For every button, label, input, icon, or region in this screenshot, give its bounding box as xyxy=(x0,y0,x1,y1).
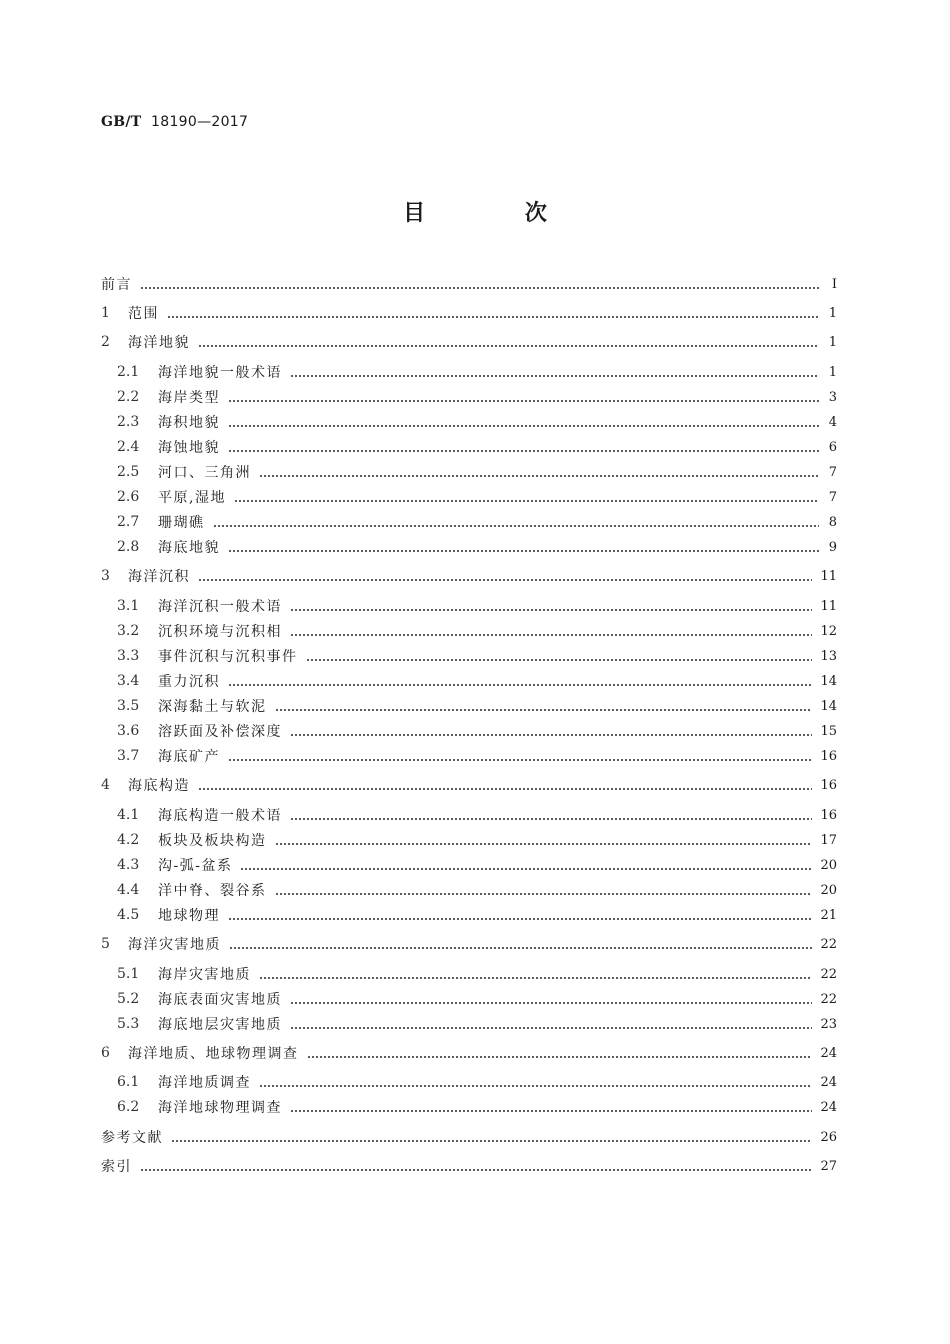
toc-entry-label: 地球物理 xyxy=(158,908,220,924)
toc-entry[interactable] xyxy=(117,745,837,767)
dot-leader xyxy=(290,1110,812,1112)
toc-entry-label: 沟-弧-盆系 xyxy=(158,858,233,874)
dot-leader xyxy=(259,977,812,979)
toc-entry[interactable] xyxy=(117,461,837,483)
toc-entry-page: 24 xyxy=(820,1099,837,1115)
toc-entry-number: 2.6 xyxy=(117,489,140,505)
toc-entry-label: 海洋地球物理调查 xyxy=(158,1100,282,1116)
toc-entry[interactable] xyxy=(101,331,837,353)
toc-entry-label: 海洋灾害地质 xyxy=(128,937,221,953)
toc-entry-label: 海底构造一般术语 xyxy=(158,808,282,824)
toc-entry-number: 2.7 xyxy=(117,514,140,530)
toc-entry[interactable] xyxy=(117,829,837,851)
toc-entry-label: 板块及板块构造 xyxy=(158,833,267,849)
toc-entry-label: 参考文献 xyxy=(101,1130,163,1146)
toc-entry[interactable] xyxy=(117,1013,837,1035)
toc-entry-number: 4.5 xyxy=(117,907,140,923)
toc-entry-number: 5.2 xyxy=(117,991,140,1007)
toc-entry-number: 2.3 xyxy=(117,414,140,430)
dot-leader xyxy=(228,425,819,427)
toc-entry[interactable] xyxy=(117,804,837,826)
toc-entry-label: 海底地层灾害地质 xyxy=(158,1017,282,1033)
toc-entry-number: 2.2 xyxy=(117,389,140,405)
toc-entry-page: 14 xyxy=(820,698,837,714)
toc-entry-number: 3.2 xyxy=(117,623,140,639)
toc-entry-label: 海岸灾害地质 xyxy=(158,967,251,983)
toc-entry-number: 6.2 xyxy=(117,1099,140,1115)
toc-entry-label: 海底矿产 xyxy=(158,749,220,765)
toc-entry[interactable] xyxy=(101,1155,837,1177)
toc-entry[interactable] xyxy=(117,988,837,1010)
toc-entry-page: 16 xyxy=(820,777,837,793)
toc-entry-page: 1 xyxy=(828,305,837,321)
dot-leader xyxy=(228,759,812,761)
toc-entry[interactable] xyxy=(117,645,837,667)
toc-entry[interactable] xyxy=(117,511,837,533)
dot-leader xyxy=(307,1056,813,1058)
toc-entry[interactable] xyxy=(117,486,837,508)
toc-entry-label: 珊瑚礁 xyxy=(158,515,205,531)
toc-entry-label: 海底构造 xyxy=(128,778,190,794)
toc-entry-label: 海洋地貌一般术语 xyxy=(158,365,282,381)
toc-entry-number: 3.7 xyxy=(117,748,140,764)
dot-leader xyxy=(275,893,813,895)
dot-leader xyxy=(290,634,812,636)
toc-entry-label: 海积地貌 xyxy=(158,415,220,431)
toc-entry-number: 5.3 xyxy=(117,1016,140,1032)
toc-entry-number: 2.5 xyxy=(117,464,140,480)
dot-leader xyxy=(198,345,819,347)
toc-entry[interactable] xyxy=(101,933,837,955)
toc-entry-label: 溶跃面及补偿深度 xyxy=(158,724,282,740)
toc-entry-number: 3 xyxy=(101,568,110,584)
toc-entry-page: 9 xyxy=(828,539,837,555)
toc-entry[interactable] xyxy=(101,1042,837,1064)
toc-entry-page: 27 xyxy=(820,1158,837,1174)
dot-leader xyxy=(228,450,819,452)
dot-leader xyxy=(290,1027,812,1029)
toc-entry[interactable] xyxy=(117,1071,837,1093)
toc-entry-number: 3.6 xyxy=(117,723,140,739)
toc-entry[interactable] xyxy=(117,854,837,876)
dot-leader xyxy=(290,818,812,820)
toc-entry-number: 4.3 xyxy=(117,857,140,873)
toc-entry-page: 11 xyxy=(820,598,837,614)
toc-entry-number: 4.2 xyxy=(117,832,140,848)
dot-leader xyxy=(198,579,812,581)
toc-entry-label: 平原,湿地 xyxy=(158,490,226,506)
dot-leader xyxy=(275,843,813,845)
toc-entry-number: 6 xyxy=(101,1045,110,1061)
toc-entry-number: 3.4 xyxy=(117,673,140,689)
toc-entry-label: 海洋地质调查 xyxy=(158,1075,251,1091)
toc-entry-number: 2.8 xyxy=(117,539,140,555)
toc-entry-page: 16 xyxy=(820,807,837,823)
toc-entry-page: 3 xyxy=(828,389,837,405)
dot-leader xyxy=(229,947,812,949)
toc-entry-label: 重力沉积 xyxy=(158,674,220,690)
standard-code xyxy=(101,114,248,130)
page-title: 目 次 xyxy=(403,200,593,226)
toc-entry-number: 5.1 xyxy=(117,966,140,982)
toc-entry-label: 索引 xyxy=(101,1159,132,1175)
toc-entry-label: 前言 xyxy=(101,277,132,293)
dot-leader xyxy=(167,316,819,318)
toc-entry-page: 26 xyxy=(820,1129,837,1145)
toc-entry-page: 20 xyxy=(820,857,837,873)
toc-entry-page: 13 xyxy=(820,648,837,664)
toc-entry-number: 4 xyxy=(101,777,110,793)
toc-entry[interactable] xyxy=(117,620,837,642)
toc-entry-page: 7 xyxy=(828,489,837,505)
toc-entry-label: 海洋沉积一般术语 xyxy=(158,599,282,615)
toc-entry[interactable] xyxy=(101,302,837,324)
toc-entry-page: 15 xyxy=(820,723,837,739)
dot-leader xyxy=(275,709,813,711)
toc-entry-number: 1 xyxy=(101,305,110,321)
dot-leader xyxy=(259,475,819,477)
dot-leader xyxy=(290,1002,812,1004)
toc-entry-label: 河口、三角洲 xyxy=(158,465,251,481)
toc-entry-page: 14 xyxy=(820,673,837,689)
toc-entry-label: 海底地貌 xyxy=(158,540,220,556)
toc-entry-number: 4.1 xyxy=(117,807,140,823)
toc-entry[interactable] xyxy=(117,695,837,717)
toc-entry-label: 海洋地貌 xyxy=(128,335,190,351)
toc-entry-label: 沉积环境与沉积相 xyxy=(158,624,282,640)
toc-entry-number: 5 xyxy=(101,936,110,952)
dot-leader xyxy=(228,400,819,402)
toc-entry-page: 4 xyxy=(828,414,837,430)
toc-entry[interactable] xyxy=(117,386,837,408)
toc-entry-page: 8 xyxy=(828,514,837,530)
toc-entry-label: 海洋地质、地球物理调查 xyxy=(128,1046,299,1062)
dot-leader xyxy=(290,609,812,611)
toc-entry-page: 16 xyxy=(820,748,837,764)
toc-entry[interactable] xyxy=(101,565,837,587)
toc-entry-label: 海底表面灾害地质 xyxy=(158,992,282,1008)
toc-entry-page: 17 xyxy=(820,832,837,848)
toc-entry-page: 23 xyxy=(820,1016,837,1032)
toc-entry-page: 7 xyxy=(828,464,837,480)
toc-entry[interactable] xyxy=(117,1096,837,1118)
dot-leader xyxy=(140,1169,812,1171)
standard-number: 18190—2017 xyxy=(151,114,249,130)
toc-entry-page: 20 xyxy=(820,882,837,898)
toc-entry-number: 3.1 xyxy=(117,598,140,614)
toc-entry-number: 6.1 xyxy=(117,1074,140,1090)
toc-entry-page: 6 xyxy=(828,439,837,455)
toc-entry[interactable] xyxy=(101,273,837,295)
toc-entry-number: 2 xyxy=(101,334,110,350)
toc-entry-page: 12 xyxy=(820,623,837,639)
toc-entry-number: 2.4 xyxy=(117,439,140,455)
toc-entry-label: 海蚀地貌 xyxy=(158,440,220,456)
toc-entry-label: 海洋沉积 xyxy=(128,569,190,585)
dot-leader xyxy=(213,525,820,527)
toc-entry-number: 3.3 xyxy=(117,648,140,664)
dot-leader xyxy=(234,500,819,502)
toc-entry-page: 22 xyxy=(820,991,837,1007)
toc-entry-page: 1 xyxy=(828,334,837,350)
dot-leader xyxy=(228,918,812,920)
toc-entry-number: 3.5 xyxy=(117,698,140,714)
dot-leader xyxy=(228,550,819,552)
toc-entry[interactable] xyxy=(117,436,837,458)
toc-entry-page: 1 xyxy=(828,364,837,380)
toc-entry-label: 范围 xyxy=(128,306,159,322)
toc-entry-page: 22 xyxy=(820,936,837,952)
toc-entry[interactable] xyxy=(117,361,837,383)
toc-entry-label: 事件沉积与沉积事件 xyxy=(158,649,298,665)
toc-entry[interactable] xyxy=(117,879,837,901)
dot-leader xyxy=(171,1140,812,1142)
dot-leader xyxy=(290,375,819,377)
toc-entry[interactable] xyxy=(117,536,837,558)
dot-leader xyxy=(306,659,813,661)
toc-entry-page: 21 xyxy=(820,907,837,923)
toc-entry[interactable] xyxy=(117,670,837,692)
toc-entry-number: 4.4 xyxy=(117,882,140,898)
toc-entry-page: 11 xyxy=(820,568,837,584)
standard-prefix: GB/T xyxy=(101,114,142,130)
dot-leader xyxy=(198,788,812,790)
toc-entry[interactable] xyxy=(117,595,837,617)
toc-entry-page: 22 xyxy=(820,966,837,982)
dot-leader xyxy=(290,734,812,736)
toc-entry-label: 深海黏土与软泥 xyxy=(158,699,267,715)
dot-leader xyxy=(259,1085,812,1087)
toc-entry-number: 2.1 xyxy=(117,364,140,380)
toc-entry[interactable] xyxy=(117,411,837,433)
toc-entry-label: 洋中脊、裂谷系 xyxy=(158,883,267,899)
toc-entry[interactable] xyxy=(117,904,837,926)
toc-entry-label: 海岸类型 xyxy=(158,390,220,406)
toc-entry[interactable] xyxy=(101,1126,837,1148)
dot-leader xyxy=(240,868,812,870)
toc-entry-page: Ⅰ xyxy=(831,276,837,292)
toc-entry[interactable] xyxy=(117,720,837,742)
toc-entry-page: 24 xyxy=(820,1074,837,1090)
dot-leader xyxy=(228,684,812,686)
dot-leader xyxy=(140,287,819,289)
toc-entry-page: 24 xyxy=(820,1045,837,1061)
toc-entry[interactable] xyxy=(117,963,837,985)
toc-entry[interactable] xyxy=(101,774,837,796)
